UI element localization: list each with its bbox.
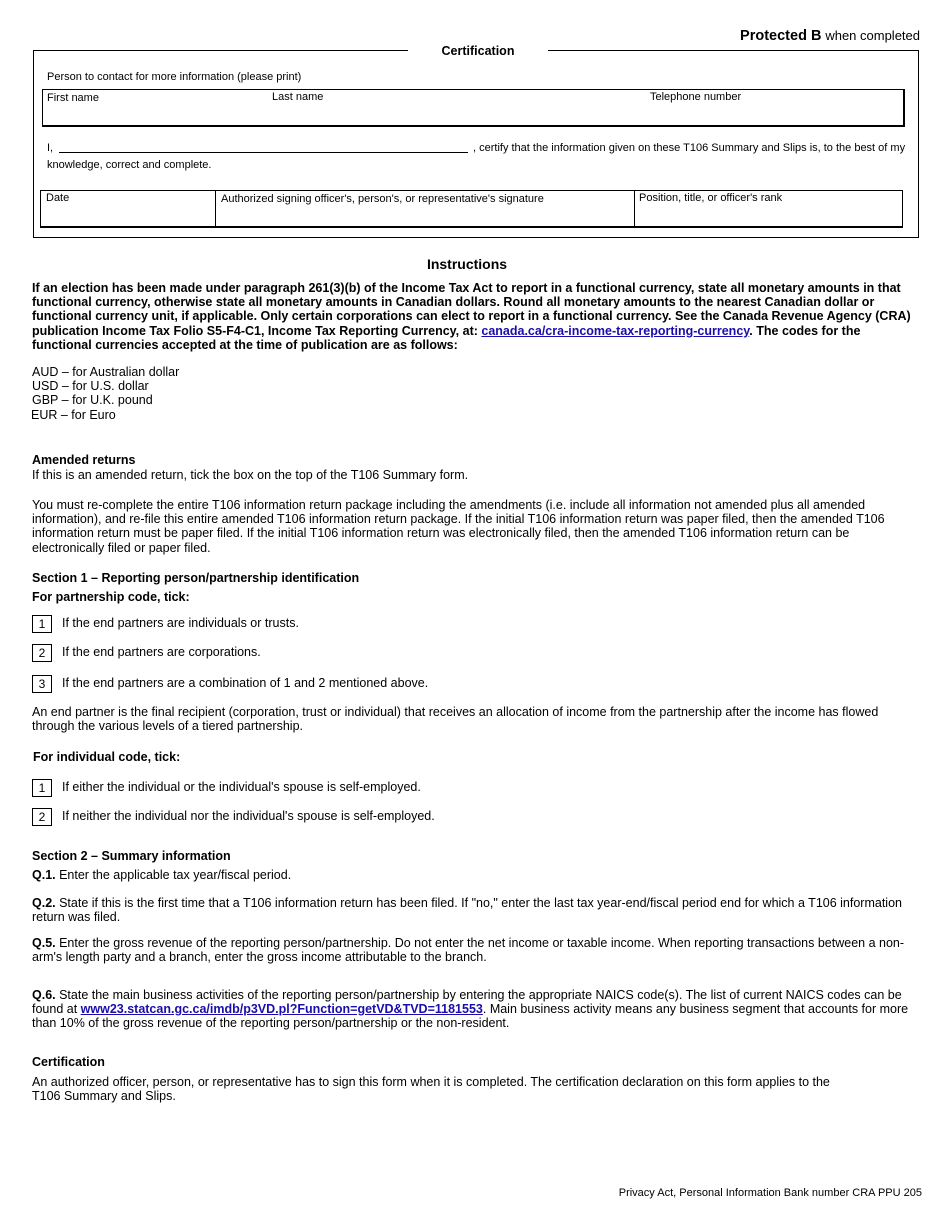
intro-text-2: . The codes for the functional currencies accepted at the time of publication are as follows: [32, 323, 861, 352]
end-partner-note: An end partner is the final recipient (corporation, trust or individual) that receives an allocation of income from the partnership after the income has flowed through the various levels of a tiered partnership. [32, 705, 879, 734]
signature-input[interactable] [217, 191, 633, 227]
position-input[interactable] [637, 191, 902, 227]
amended-p1: If this is an amended return, tick the box on the top of the T106 Summary form. [32, 468, 469, 482]
reporting-currency-link[interactable]: canada.ca/cra-income-tax-reporting-currency [481, 323, 750, 338]
date-label: Date [46, 192, 70, 204]
q5-instruction [32, 936, 912, 964]
currency-item: EUR – for Euro [31, 407, 116, 422]
signature-label: Authorized signing officer's, person's, or representative's signature [221, 193, 544, 205]
individual-heading: For individual code, tick: [33, 750, 181, 764]
q5-label: Q.5. [32, 936, 56, 950]
partnership-code-2-text: If the end partners are corporations. [62, 645, 261, 659]
naics-link[interactable]: www23.statcan.gc.ca/imdb/p3VD.pl?Function=getVD&TVD=1181553 [80, 1002, 483, 1017]
currency-item: GBP – for U.K. pound [32, 393, 153, 408]
section1-heading: Section 1 – Reporting person/partnership identification [32, 571, 360, 585]
divider [634, 191, 635, 226]
contact-fields [42, 89, 905, 127]
divider [215, 191, 216, 226]
q1-instruction [32, 868, 922, 882]
partnership-code-1-text: If the end partners are individuals or trusts. [62, 616, 299, 630]
q1-label: Q.1. [32, 868, 56, 882]
position-label: Position, title, or officer's rank [639, 192, 783, 204]
q6-text-2: . Main business activity means any business segment that accounts for more than 10% of the gross revenue of the reporting person/partnership or the non-resident. [32, 1002, 909, 1031]
intro-text-1: If an election has been made under paragraph 261(3)(b) of the Income Tax Act to report in a functional currency, state all monetary amounts in that functional currency, otherwise state all monetary amounts in Canadian dollars. Round all monetary amounts to the nearest Canadian dollar or functional currency unit, if applicable. Only certain corporations can elect to report in a functional currency. See the Canada Revenue Agency (CRA) publication Income Tax Folio S5-F4-C1, Income Tax Reporting Currency, at: [32, 281, 911, 338]
telephone-label: Telephone number [650, 91, 742, 103]
certification-heading: Certification [32, 1055, 105, 1069]
instructions-intro [32, 281, 922, 352]
last-name-label: Last name [272, 91, 324, 103]
telephone-input[interactable] [646, 90, 902, 125]
last-name-input[interactable] [268, 90, 643, 125]
partnership-code-3-checkbox[interactable]: 3 [32, 675, 52, 693]
currency-item: AUD – for Australian dollar [32, 365, 180, 379]
certify-text: , certify that the information given on these T106 Summary and Slips is, to the best of my [473, 142, 906, 154]
certify-prefix: I, [47, 142, 54, 154]
partnership-code-2-checkbox[interactable]: 2 [32, 644, 52, 662]
q6-instruction [32, 988, 924, 1031]
q1-text: Enter the applicable tax year/fiscal period. [55, 868, 292, 882]
currency-item: USD – for U.S. dollar [32, 379, 149, 394]
partnership-heading: For partnership code, tick: [32, 590, 190, 604]
q2-label: Q.2. [32, 896, 56, 910]
q2-text: State if this is the first time that a T106 information return has been filed. If "no," enter the last tax year-end/fiscal period end for which a T106 information return was filed. [32, 896, 902, 925]
partnership-code-3-text: If the end partners are a combination of 1 and 2 mentioned above. [62, 676, 429, 690]
certifier-name-line[interactable] [59, 152, 468, 153]
q5-text: Enter the gross revenue of the reporting person/partnership. Do not enter the net income or taxable income. When reporting transactions between a non-arm's length party and a branch, enter the gross income attributable to the branch. [32, 936, 905, 965]
date-input[interactable] [41, 191, 214, 227]
signature-row [40, 190, 903, 228]
first-name-input[interactable] [43, 90, 263, 125]
individual-code-1-text: If either the individual or the individual's spouse is self-employed. [62, 780, 421, 794]
q2-instruction [32, 896, 922, 924]
q6-text-1: State the main business activities of the reporting person/partnership by entering the appropriate NAICS code(s). The list of current NAICS codes can be found at [32, 988, 902, 1017]
individual-code-1-checkbox[interactable]: 1 [32, 779, 52, 797]
currency-list [32, 365, 179, 422]
individual-code-2-text: If neither the individual nor the individual's spouse is self-employed. [62, 809, 435, 823]
amended-p2: You must re-complete the entire T106 information return package including the amendments (i.e. include all information not amended plus all amended information), and re-file this entire amended T106 information return package. If the initial T106 information return was paper filed, then the amended T106 information return must be paper filed. If the initial T106 information return was electronically filed, then the amended T106 information return can be electronically filed or paper filed. [32, 498, 885, 555]
individual-code-2-checkbox[interactable]: 2 [32, 808, 52, 826]
certification-text: An authorized officer, person, or representative has to sign this form when it is completed. The certification declaration on this form applies to the T106 Summary and Slips. [32, 1075, 830, 1104]
section2-heading: Section 2 – Summary information [32, 849, 231, 863]
protected-suffix: when completed [825, 28, 920, 43]
certification-title: Certification [408, 42, 548, 60]
contact-caption: Person to contact for more information (please print) [47, 71, 302, 83]
amended-heading: Amended returns [32, 453, 136, 467]
certify-text-2: knowledge, correct and complete. [47, 159, 212, 171]
first-name-label: First name [47, 92, 99, 104]
privacy-footer: Privacy Act, Personal Information Bank number CRA PPU 205 [618, 1187, 922, 1199]
q6-label: Q.6. [32, 988, 56, 1002]
protected-label: Protected B [740, 28, 822, 44]
instructions-title: Instructions [426, 256, 508, 272]
protected-b-header [740, 27, 920, 44]
partnership-code-1-checkbox[interactable]: 1 [32, 615, 52, 633]
